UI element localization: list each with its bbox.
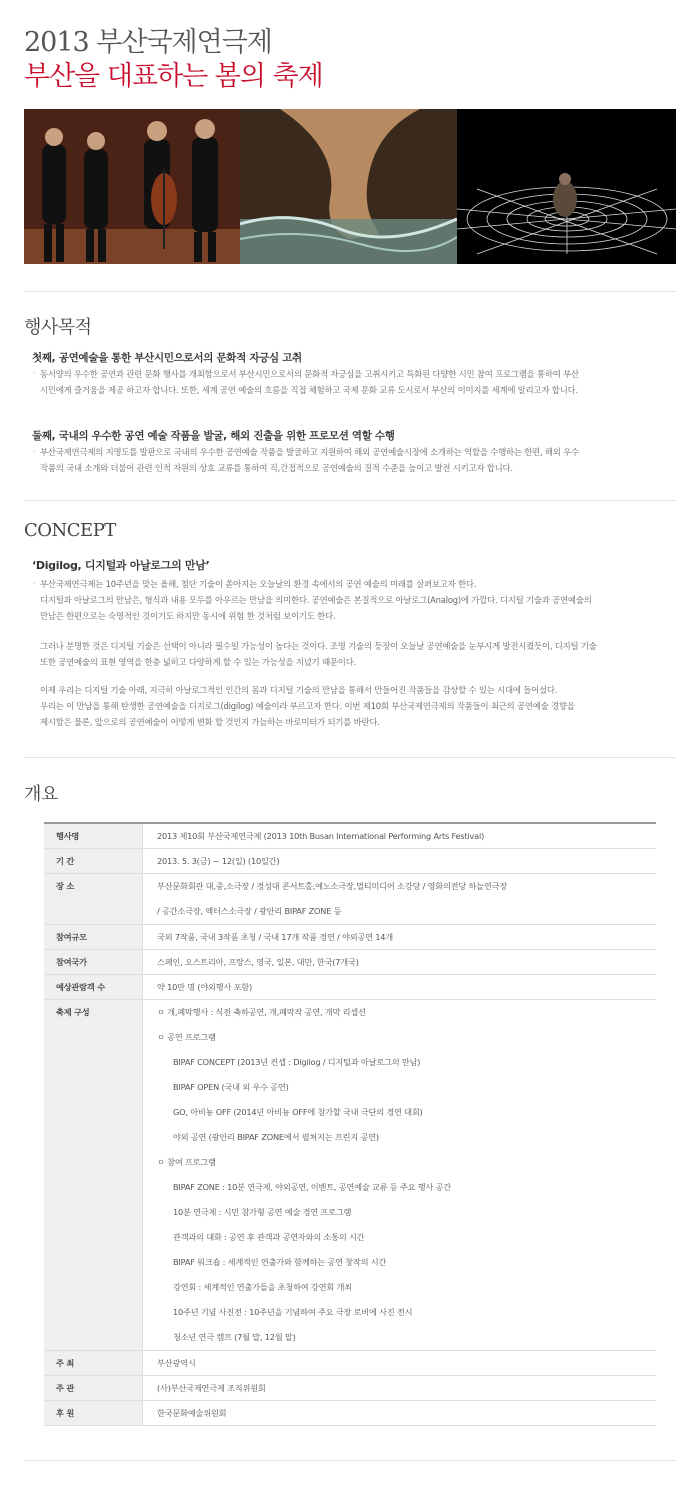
row-value: 2013 제10회 부산국제연극제 (2013 10th Busan International Performing Arts Festival) (143, 823, 657, 849)
purpose-item-2-text: 부산국제연극제의 지명도를 발판으로 국내의 우수한 공연예술 작품을 발굴하고 지원하여 해외 공연예술시장에 소개하는 역할을 수행하는 한편, 해외 우수 작품의 국내 소개와 더불어 관련 인적 자원의 상호 교류를 통하여 직,간접적으로 공연예술의 질적 수준을 높이고 발전 시키고자 합니다. (40, 447, 579, 473)
table-row (44, 1351, 656, 1376)
dancer-water-photo (240, 109, 457, 264)
digital-grid-photo (457, 109, 676, 264)
bullet-icon: · (33, 369, 36, 378)
row-value: 부산광역시 (143, 1351, 657, 1376)
table-row (44, 950, 656, 975)
table-row (44, 874, 656, 925)
row-value: ㅇ 개,폐막행사 : 식전 축하공연, 개,폐막작 공연, 개막 리셉션 ㅇ 공연 프로그램 BIPAF CONCEPT (2013년 컨셉 : Digilog / 디지털과 아날로그의 만남) BIPAF OPEN (국내 외 우수 공연) GO, 아비뇽 OFF (2014년 아비뇽 OFF에 참가할 국내 극단의 경연 대회) 야외 공연 (광안리 BIPAF ZONE에서 펼쳐지는 프린지 공연) ㅇ 참여 프로그램 BIPAF ZONE : 10분 연극제, 야외공연, 이벤트, 공연예술 교류 등 주요 행사 공간 10분 연극제 : 시민 참가형 공연 예술 경연 프로그램 관객과의 대화 : 공연 후 관객과 공연자와의 소통의 시간 BIPAF 워크숍 : 세계적인 연출가와 함께하는 공연 창작의 시간 강연회 : 세계적인 연출가들을 초청하여 강연회 개최 10주년 기념 사진전 : 10주년을 기념하여 주요 극장 로비에 사진 전시 청소년 연극 캠프 (7월 말, 12월 말) (143, 1000, 657, 1351)
row-label: 축제 구성 (44, 1000, 143, 1351)
table-row (44, 1000, 656, 1351)
purpose-item-2-title: 둘째, 국내의 우수한 공연 예술 작품을 발굴, 해외 진출을 위한 프로모션 역할 수행 (32, 430, 395, 442)
purpose-heading: 행사목적 (24, 317, 92, 338)
row-label: 예상관람객 수 (44, 975, 143, 1000)
row-value: 약 10만 명 (야외행사 포함) (143, 975, 657, 1000)
row-value: 스페인, 오스트리아, 프랑스, 영국, 일본, 대만, 한국(7개국) (143, 950, 657, 975)
purpose-item-1-title: 첫째, 공연예술을 통한 부산시민으로서의 문화적 자긍심 고취 (32, 352, 302, 364)
row-label: 행사명 (44, 823, 143, 849)
bullet-icon: · (33, 447, 36, 456)
row-value: 부산문화회관 대,중,소극장 / 경성대 콘서트홀,예노소극장,멀티미디어 소강당 / 영화의전당 하늘연극장 / 공간소극장, 액터스소극장 / 광안리 BIPAF ZONE 등 (143, 874, 657, 925)
row-value: 국외 7작품, 국내 3작품 초청 / 국내 17개 작품 경연 / 야외공연 14개 (143, 925, 657, 950)
row-label: 장 소 (44, 874, 143, 925)
divider (24, 500, 676, 501)
table-row (44, 1401, 656, 1426)
purpose-item-1-text: 동서양의 우수한 공연과 관련 문화 행사를 개최함으로서 부산시민으로서의 문화적 자긍심을 고취시키고 특화된 다양한 시민 참여 프로그램을 통하여 부산 시민에게 즐거움을 제공 하고자 합니다. 또한, 세계 공연 예술의 흐름을 직접 체험하고 국제 문화 교류 도시로서 부산의 이미지를 세계에 알리고자 합니다. (40, 369, 579, 395)
table-row (44, 823, 656, 849)
row-label: 주 최 (44, 1351, 143, 1376)
overview-table (44, 822, 656, 1426)
page-subtitle: 부산을 대표하는 봄의 축제 (24, 61, 323, 92)
concept-paragraph-3: 이제 우리는 디지털 기술 아래, 지극히 아날로그적인 인간의 몸과 디지털 기술의 만남을 통해서 만들어진 작품들을 감상할 수 있는 시대에 들어섰다. 우리는 이 만남을 통해 탄생한 공연예술을 디지로그(digilog) 예술이라 부르고자 한다. 이번 제10회 부산국제연극제의 작품들이 최근의 공연예술 경향을 제시함은 물론, 앞으로의 공연예술이 어떻게 변화 할 것인지 가늠하는 바로미터가 되기를 바란다. (40, 685, 575, 727)
table-row (44, 1376, 656, 1401)
concept-paragraph-2: 그러나 분명한 것은 디지털 기술은 선택이 아니라 필수일 가능성이 높다는 것이다. 조명 기술의 등장이 오늘날 공연예술을 눈부시게 발전시켰듯이, 디지털 기술 또한 공연예술의 표현 영역을 한층 넓히고 다양하게 할 수 있는 가능성을 지녔기 때문이다. (40, 641, 597, 667)
table-row (44, 975, 656, 1000)
row-label: 후 원 (44, 1401, 143, 1426)
overview-heading: 개요 (24, 784, 58, 805)
row-value: (사)부산국제연극제 조직위원회 (143, 1376, 657, 1401)
concept-heading: CONCEPT (24, 520, 116, 541)
row-value: 2013. 5. 3(금) ~ 12(일) (10일간) (143, 849, 657, 874)
divider (24, 291, 676, 292)
divider (24, 1460, 676, 1461)
bullet-icon: · (33, 579, 36, 588)
row-label: 주 관 (44, 1376, 143, 1401)
page-title: 2013 부산국제연극제 (24, 27, 272, 58)
row-label: 참여국가 (44, 950, 143, 975)
row-label: 기 간 (44, 849, 143, 874)
table-row (44, 849, 656, 874)
concept-subtitle: ‘Digilog, 디지털과 아날로그의 만남’ (32, 559, 210, 572)
table-row (44, 925, 656, 950)
divider (24, 757, 676, 758)
concept-paragraph-1: 부산국제연극제는 10주년을 맞는 올해, 첨단 기술이 쏟아지는 오늘날의 환경 속에서의 공연 예술의 미래를 살펴보고자 한다. 디지털과 아날로그의 만남은, 형식과 내용 모두를 아우르는 만남을 의미한다. 공연예술은 본질적으로 아날로그(Analog)에 가깝다. 디지털 기술과 공연예술의 만남은 한편으로는 숙명적인 것이기도 하지만 동시에 위험 한 것처럼 보이기도 한다. (40, 579, 592, 621)
row-value: 한국문화예술위원회 (143, 1401, 657, 1426)
string-quartet-photo (24, 109, 240, 264)
photo-banner (24, 109, 676, 264)
row-label: 참여규모 (44, 925, 143, 950)
